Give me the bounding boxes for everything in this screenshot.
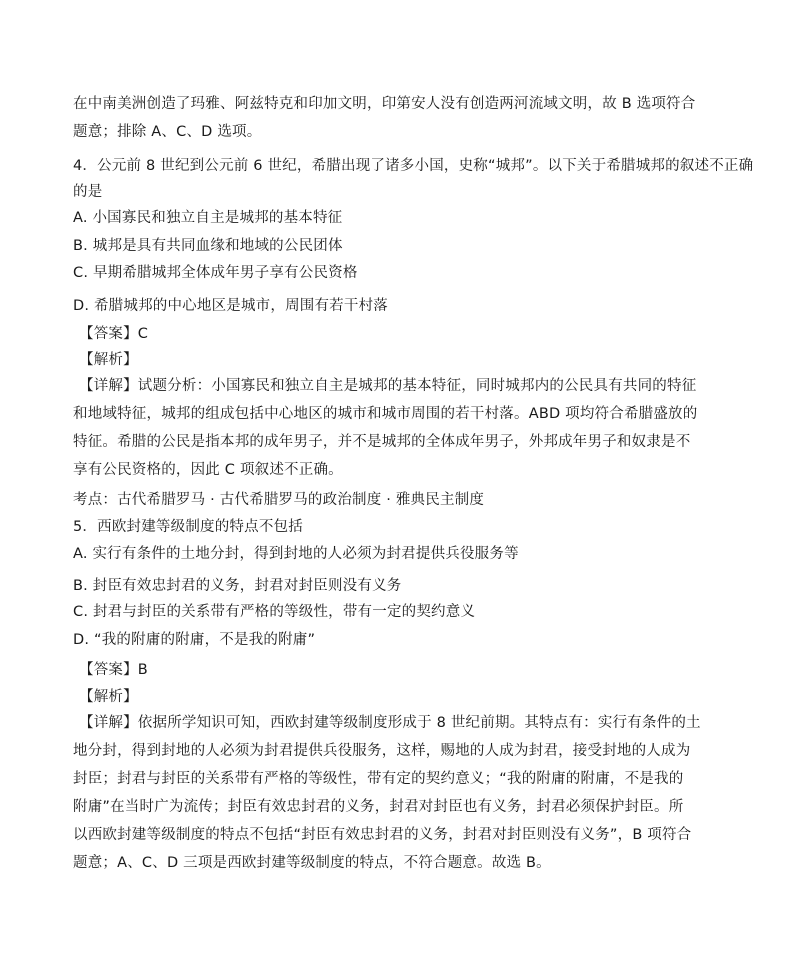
question-4-detail-line-1: 【详解】试题分析：小国寡民和独立自主是城邦的基本特征，同时城邦内的公民具有共同的特征 <box>79 378 697 394</box>
prev-answer-line-1: 在中南美洲创造了玛雅、阿兹特克和印加文明，印第安人没有创造两河流域文明，故 B 选项符合 <box>73 96 696 112</box>
question-5-stem: 5．西欧封建等级制度的特点不包括 <box>73 519 303 535</box>
question-4-detail-line-3: 特征。希腊的公民是指本邦的成年男子，并不是城邦的全体成年男子，外邦成年男子和奴隶是不 <box>73 434 691 450</box>
question-5-option-c: C. 封君与封臣的关系带有严格的等级性，带有一定的契约意义 <box>73 604 476 620</box>
question-4-answer: 【答案】C <box>79 326 149 342</box>
question-5-option-d: D. “我的附庸的附庸，不是我的附庸” <box>73 632 316 648</box>
question-5-option-a: A. 实行有条件的土地分封，得到封地的人必须为封君提供兵役服务等 <box>73 546 519 562</box>
question-5-option-b: B. 封臣有效忠封君的义务，封君对封臣则没有义务 <box>73 578 402 594</box>
question-5-analysis-title: 【解析】 <box>79 689 138 705</box>
question-4-detail-line-2: 和地域特征，城邦的组成包括中心地区的城市和城市周围的若干村落。ABD 项均符合希腊盛放的 <box>73 406 698 422</box>
question-4-stem-line-2: 的是 <box>73 184 103 200</box>
question-5-detail-line-4: 附庸”在当时广为流传；封臣有效忠封君的义务，封君对封臣也有义务，封君必须保护封臣。所 <box>73 799 684 815</box>
question-5-detail-line-6: 题意；A、C、D 三项是西欧封建等级制度的特点，不符合题意。故选 B。 <box>73 855 551 871</box>
question-4-option-c: C. 早期希腊城邦全体成年男子享有公民资格 <box>73 265 358 281</box>
question-4-detail-line-4: 享有公民资格的，因此 C 项叙述不正确。 <box>73 462 343 478</box>
question-5-detail-line-1: 【详解】依据所学知识可知，西欧封建等级制度形成于 8 世纪前期。其特点有：实行有条件的土 <box>79 715 701 731</box>
question-5-detail-line-2: 地分封，得到封地的人必须为封君提供兵役服务，这样，赐地的人成为封君，接受封地的人成为 <box>73 743 691 759</box>
question-4-option-b: B. 城邦是具有共同血缘和地域的公民团体 <box>73 238 343 254</box>
question-4-kaodian: 考点：古代希腊罗马 · 古代希腊罗马的政治制度 · 雅典民主制度 <box>73 492 485 508</box>
question-5-detail-line-5: 以西欧封建等级制度的特点不包括“封臣有效忠封君的义务，封君对封臣则没有义务”，B 项符合 <box>73 827 692 843</box>
question-4-stem-line-1: 4．公元前 8 世纪到公元前 6 世纪，希腊出现了诸多小国，史称“城邦”。以下关于希腊城邦的叙述不正确 <box>73 158 754 174</box>
question-4-option-a: A. 小国寡民和独立自主是城邦的基本特征 <box>73 210 343 226</box>
question-4-analysis-title: 【解析】 <box>79 352 138 368</box>
question-5-detail-line-3: 封臣；封君与封臣的关系带有严格的等级性，带有定的契约意义；“我的附庸的附庸，不是我的 <box>73 771 684 787</box>
question-5-answer: 【答案】B <box>79 662 148 678</box>
prev-answer-line-2: 题意；排除 A、C、D 选项。 <box>73 124 262 140</box>
question-4-option-d: D. 希腊城邦的中心地区是城市，周围有若干村落 <box>73 298 388 314</box>
